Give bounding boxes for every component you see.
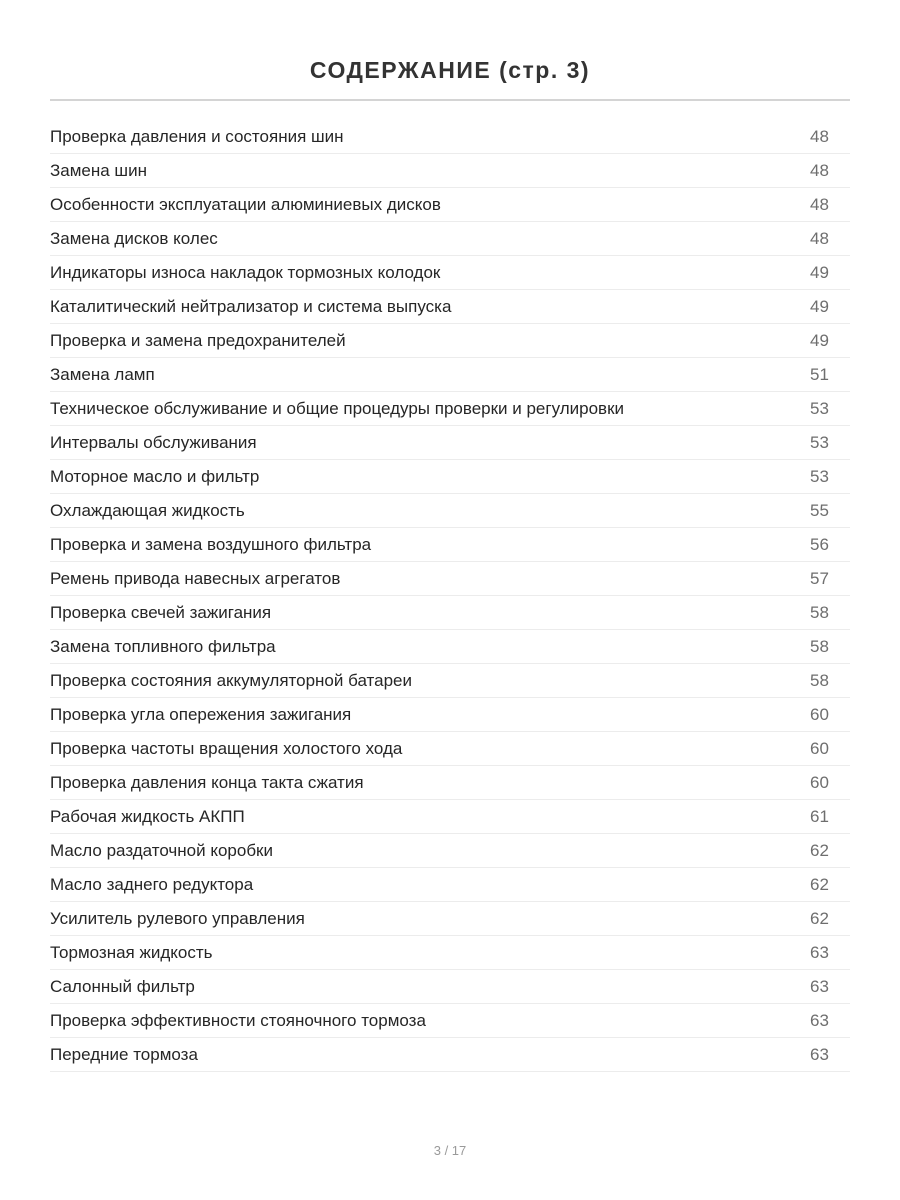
title-divider <box>50 99 850 101</box>
toc-entry[interactable] <box>50 800 850 834</box>
toc-entry-title: Замена шин <box>50 160 147 180</box>
toc-entry[interactable] <box>50 426 850 460</box>
toc-entry-title: Индикаторы износа накладок тормозных колодок <box>50 262 441 282</box>
toc-entry[interactable] <box>50 664 850 698</box>
toc-entry-title: Проверка угла опережения зажигания <box>50 704 352 724</box>
toc-entry-page-number: 53 <box>810 432 829 452</box>
toc-entry-page-number: 63 <box>810 1010 829 1030</box>
toc-entry-title: Охлаждающая жидкость <box>50 500 245 520</box>
toc-entry[interactable] <box>50 868 850 902</box>
toc-entry-page-number: 51 <box>810 364 829 384</box>
toc-entry-title: Масло раздаточной коробки <box>50 840 273 860</box>
toc-entry-title: Проверка состояния аккумуляторной батареи <box>50 670 412 690</box>
toc-entry-title: Замена ламп <box>50 364 155 384</box>
toc-list <box>50 120 850 1072</box>
toc-entry[interactable] <box>50 358 850 392</box>
toc-entry-page-number: 58 <box>810 670 829 690</box>
toc-entry-title: Салонный фильтр <box>50 976 195 996</box>
toc-entry-title: Проверка свечей зажигания <box>50 602 272 622</box>
toc-entry-page-number: 60 <box>810 704 829 724</box>
toc-entry-page-number: 53 <box>810 398 829 418</box>
toc-entry[interactable] <box>50 256 850 290</box>
toc-entry[interactable] <box>50 936 850 970</box>
toc-entry-page-number: 61 <box>810 806 829 826</box>
toc-entry-page-number: 62 <box>810 874 829 894</box>
toc-entry[interactable] <box>50 154 850 188</box>
toc-entry-title: Каталитический нейтрализатор и система выпуска <box>50 296 452 316</box>
toc-entry-title: Техническое обслуживание и общие процедуры проверки и регулировки <box>50 398 625 418</box>
toc-entry-title: Особенности эксплуатации алюминиевых дисков <box>50 194 441 214</box>
toc-entry-title: Проверка давления и состояния шин <box>50 126 344 146</box>
toc-entry[interactable] <box>50 902 850 936</box>
toc-entry-title: Проверка и замена воздушного фильтра <box>50 534 372 554</box>
toc-entry-title: Передние тормоза <box>50 1044 198 1064</box>
toc-entry[interactable] <box>50 392 850 426</box>
toc-entry-title: Усилитель рулевого управления <box>50 908 305 928</box>
toc-entry-page-number: 62 <box>810 840 829 860</box>
toc-entry-page-number: 55 <box>810 500 829 520</box>
toc-entry-page-number: 63 <box>810 976 829 996</box>
toc-entry-title: Интервалы обслуживания <box>50 432 257 452</box>
toc-entry-title: Моторное масло и фильтр <box>50 466 260 486</box>
toc-entry-page-number: 56 <box>810 534 829 554</box>
toc-entry-title: Проверка давления конца такта сжатия <box>50 772 364 792</box>
toc-entry-page-number: 58 <box>810 602 829 622</box>
toc-entry-page-number: 49 <box>810 330 829 350</box>
toc-entry-page-number: 60 <box>810 772 829 792</box>
toc-entry-title: Проверка частоты вращения холостого хода <box>50 738 403 758</box>
toc-entry[interactable] <box>50 324 850 358</box>
toc-entry-page-number: 63 <box>810 942 829 962</box>
toc-entry[interactable] <box>50 460 850 494</box>
toc-entry[interactable] <box>50 834 850 868</box>
toc-entry-title: Замена дисков колес <box>50 228 218 248</box>
toc-entry[interactable] <box>50 1038 850 1072</box>
toc-entry-title: Рабочая жидкость АКПП <box>50 806 245 826</box>
toc-entry[interactable] <box>50 528 850 562</box>
toc-entry-title: Масло заднего редуктора <box>50 874 254 894</box>
toc-entry[interactable] <box>50 188 850 222</box>
toc-entry-page-number: 48 <box>810 126 829 146</box>
toc-entry[interactable] <box>50 562 850 596</box>
page-title: СОДЕРЖАНИЕ (стр. 3) <box>309 57 591 84</box>
toc-entry[interactable] <box>50 630 850 664</box>
toc-entry[interactable] <box>50 120 850 154</box>
toc-entry-page-number: 63 <box>810 1044 829 1064</box>
toc-entry-page-number: 48 <box>810 228 829 248</box>
toc-entry-title: Проверка и замена предохранителей <box>50 330 346 350</box>
toc-entry-page-number: 60 <box>810 738 829 758</box>
toc-entry[interactable] <box>50 698 850 732</box>
toc-entry-title: Тормозная жидкость <box>50 942 213 962</box>
toc-entry-title: Замена топливного фильтра <box>50 636 276 656</box>
toc-entry[interactable] <box>50 290 850 324</box>
toc-entry-page-number: 53 <box>810 466 829 486</box>
toc-entry[interactable] <box>50 970 850 1004</box>
toc-entry[interactable] <box>50 732 850 766</box>
toc-entry[interactable] <box>50 494 850 528</box>
toc-entry-page-number: 48 <box>810 194 829 214</box>
toc-entry-page-number: 57 <box>810 568 829 588</box>
toc-entry-page-number: 49 <box>810 296 829 316</box>
toc-entry[interactable] <box>50 222 850 256</box>
toc-entry-title: Ремень привода навесных агрегатов <box>50 568 341 588</box>
toc-entry-title: Проверка эффективности стояночного тормоза <box>50 1010 426 1030</box>
toc-entry-page-number: 58 <box>810 636 829 656</box>
toc-entry[interactable] <box>50 766 850 800</box>
toc-entry[interactable] <box>50 596 850 630</box>
toc-entry-page-number: 49 <box>810 262 829 282</box>
toc-entry-page-number: 62 <box>810 908 829 928</box>
page-indicator: 3 / 17 <box>433 1143 467 1158</box>
toc-entry-page-number: 48 <box>810 160 829 180</box>
toc-entry[interactable] <box>50 1004 850 1038</box>
